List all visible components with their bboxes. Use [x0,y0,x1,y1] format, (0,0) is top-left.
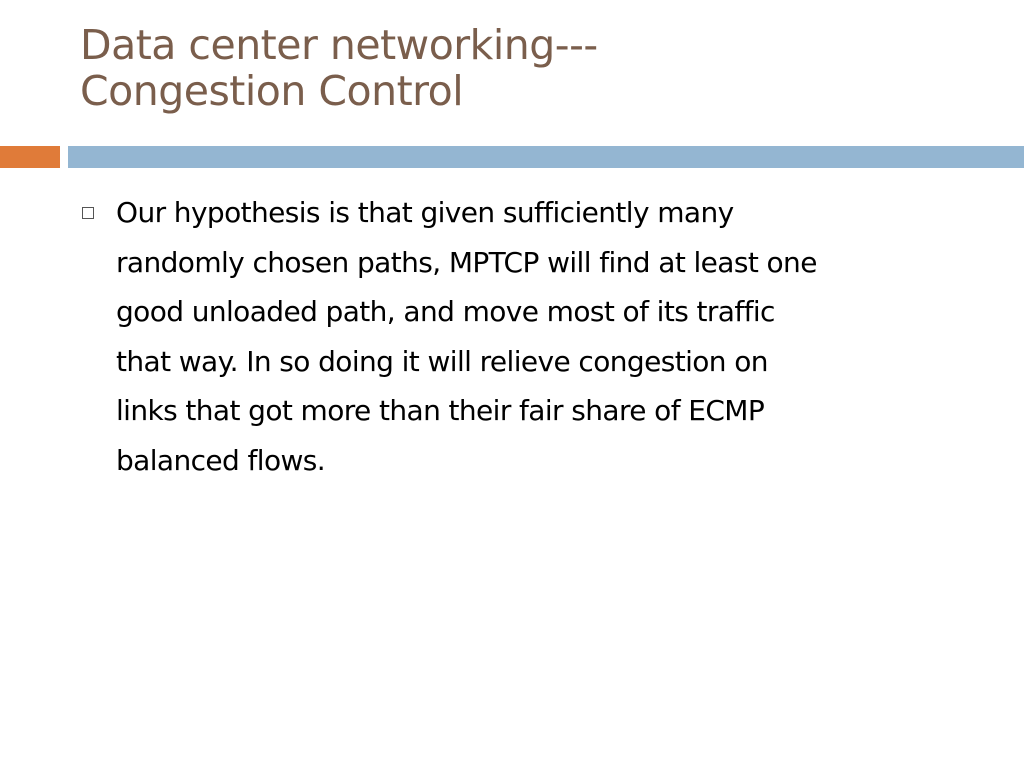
accent-bar-blue [68,146,1024,168]
bullet-text-line: that way. In so doing it will relieve congestion on [116,344,768,378]
accent-bar-orange [0,146,60,168]
hollow-square-bullet-icon [82,207,94,219]
bullet-text-line: randomly chosen paths, MPTCP will find at least one [116,245,817,279]
bullet-text-line: Our hypothesis is that given sufficiently many [116,196,734,229]
bullet-text [116,188,976,485]
bullet-item [82,188,982,485]
title-line-2: Congestion Control [80,67,464,115]
title-line-1: Data center networking--- [80,21,598,69]
slide-title [80,22,980,114]
bullet-text-line: balanced flows. [116,443,326,477]
slide-body [82,188,982,485]
bullet-text-line: good unloaded path, and move most of its traffic [116,295,775,328]
bullet-text-line: links that got more than their fair share of ECMP [116,394,765,427]
